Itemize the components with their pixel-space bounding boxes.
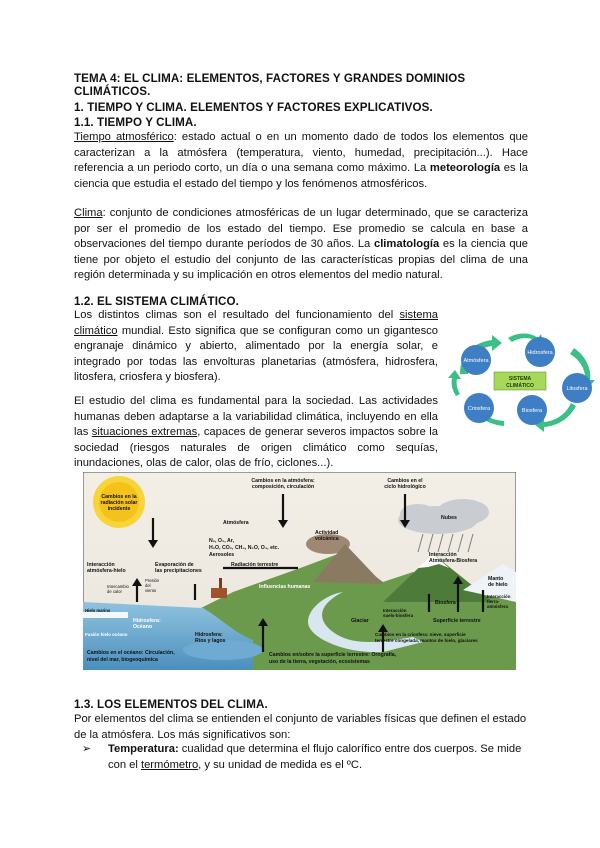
temperatura-def-b: , y su unidad de medida es el ºC. [198,758,363,771]
label-manto-2: de hielo [488,582,508,588]
label-int-calor-1: Intercambio [107,584,129,589]
tiempo-def-a: : estado actual o en un momento dado de todos los elementos que caracterizan a la atmósfera (temperatura, viento, humedad, precipitación...). Hace referencia a un periodo corto, un día o una semana como máximo. La [74,131,528,175]
label-nubes: Nubes [441,515,457,521]
label-int-suelo-1: Interacción [383,608,407,613]
estudio-paragraph [74,394,438,472]
tiempo-paragraph [74,130,528,192]
label-evap-2: las precipitaciones [155,568,202,574]
label-gases-1: N₂, O₂, Ar, [209,538,234,544]
section-1-2-heading: 1.2. EL SISTEMA CLIMÁTICO. [74,295,239,308]
label-oceano-2: nivel del mar, biogeoquímica [87,657,158,663]
label-int-tierra-1: Interacción [487,594,511,599]
temperatura-term: Temperatura: [108,743,179,755]
label-criosfera-1: Cambios en la criosfera: nieve, superficie [375,632,466,637]
label-fusion: Fusión hielo océano [85,632,128,637]
label-gases-3: Aerosoles [209,552,235,558]
label-int-tierra-2: tierra- [487,599,500,604]
sistema-climatico-link: sistema climático [74,309,438,337]
label-biosfera: Biosfera [435,600,456,606]
bullet-arrow: ➢ [82,743,92,755]
label-int-suelo-2: suelo-biosfera [383,613,414,618]
label-int-atm-hielo-2: atmósfera-hielo [87,568,126,574]
section-1-3-heading: 1.3. LOS ELEMENTOS DEL CLIMA. [74,698,268,711]
node-criosfera-label: Criosfera [467,406,491,412]
label-atmosfera: Atmósfera [223,520,249,526]
temperatura-item [108,742,532,773]
label-hydro-2: ciclo hidrológico [384,484,426,490]
label-superficie-1: Cambios en/sobre la superficie terrestre: Orografía, [269,652,397,658]
elementos-intro: Por elementos del clima se entienden el conjunto de variables físicas que definen el estado de la atmósfera. Los más significativos son: [74,713,527,741]
label-hidro-rios-2: Ríos y lagos [195,638,226,644]
temperatura-def-a: cualidad que determina el flujo calorífico entre dos cuerpos. Se mide con el [108,743,522,771]
tiempo-term: Tiempo atmosférico [74,131,174,143]
label-int-atm-hielo-1: Interacción [87,562,115,568]
node-atmosfera-label: Atmósfera [463,358,489,364]
label-superficie-2: uso de la tierra, vegetación, ecosistemas [269,659,370,665]
estudio-p2-a: El estudio del clima es fundamental para la sociedad. Las actividades humanas deben adaptarse a la variabilidad climática, incluyendo en ella las [74,395,438,439]
label-volcanic-1: Actividad [315,530,339,536]
center-label-line2: CLIMÁTICO [506,383,534,389]
factory-icon [211,588,227,598]
climate-system-illustration [83,472,516,670]
climate-system-cycle-diagram [446,330,598,432]
sistema-p1-b: mundial. Esto significa que se configuran como un gigantesco engranaje dinámico y abierto, alimentado por la energía solar, e integrado por todas las envolturas planetarias (atmósfera, hidrosfera, litosfera, criosfera y biosfera). [74,324,438,384]
label-viento-1: Presión [145,578,160,583]
label-int-tierra-3: atmósfera [487,604,508,609]
termometro-link: termómetro [140,758,199,771]
label-hydro-1: Cambios en el [387,478,423,484]
node-biosfera-label: Biosfera [521,408,543,414]
center-label-line1: SISTEMA [508,376,532,382]
label-atm-comp-2: composición, circulación [251,484,315,490]
label-hidro-rios-1: Hidrosfera: [195,632,223,638]
label-criosfera-2: terrestre congelada, mantos de hielo, glaciares [375,638,478,643]
sistema-paragraph [74,308,438,386]
node-hidrosfera-label: Hidrosfera [527,350,553,356]
label-int-atm-bio-2: Atmósfera-Biosfera [429,558,478,564]
label-viento-2: del [145,583,151,588]
label-hidro-oceano-1: Hidrosfera: [133,618,161,624]
label-solar-2: radiación solar [100,500,138,506]
sistema-p1-a: Los distintos climas son el resultado del funcionamiento del [74,309,400,321]
label-viento-3: viento [145,588,157,593]
label-hidro-oceano-2: Océano [133,624,153,630]
meteorologia-term: meteorología [429,162,501,175]
label-int-atm-bio-1: Interacción [429,552,457,558]
label-solar-3: incidente [107,506,131,512]
subsection-1-1-heading: 1.1. TIEMPO Y CLIMA. [74,116,197,129]
clima-paragraph [74,206,528,284]
factory-chimney [219,578,222,588]
label-int-calor-2: de calor [107,589,122,594]
clima-term: Clima [74,207,103,219]
label-evap-1: Evaporación de [155,562,194,568]
node-litosfera-label: Litosfera [566,386,588,392]
clima-def-b: es la ciencia que tiene por objeto el estudio del conjunto de las características propias del clima de una región determinada y su implicación en otros elementos del medio natural. [74,238,528,282]
label-glaciar: Glaciar [351,618,369,624]
label-sup-terr: Superficie terrestre [433,618,481,624]
label-manto-1: Manto [488,576,504,582]
label-gases-2: H₂O, CO₂, CH₄, N₂O, O₃, etc. [209,545,280,551]
clima-def-a: : conjunto de condiciones atmosféricas de un lugar determinado, que se caracteriza por ser el promedio de los estado del tiempo. Ese promedio se calcula en base a observaciones del tiempo durante períodos de 30 años. La [74,207,528,251]
section-1-heading: 1. TIEMPO Y CLIMA. ELEMENTOS Y FACTORES EXPLICATIVOS. [74,101,433,114]
tiempo-def-b: es la ciencia que estudia el estado del tiempo y los fenómenos atmosféricos. [74,162,528,190]
climatologia-term: climatología [373,238,440,251]
cycle-arrow [448,370,461,396]
document-title: TEMA 4: EL CLIMA: ELEMENTOS, FACTORES Y GRANDES DOMINIOS CLIMÁTICOS. [74,72,466,98]
label-hielo-marino: Hielo marino [85,608,111,613]
label-volcanic-2: volcánica [315,536,339,542]
label-rad-terr: Radiación terrestre [231,562,279,568]
label-influencias: Influencias humanas [259,584,311,590]
label-solar-1: Cambios en la [101,494,137,500]
label-atm-comp-1: Cambios en la atmósfera: [251,478,315,484]
situaciones-extremas-link: situaciones extremas [91,426,198,439]
estudio-p2-b: , capaces de generar severos impactos sobre la sociedad (riesgos naturales de origen climático como sequías, inundaciones, olas de calor, olas de frío, ciclones...). [74,426,438,470]
label-oceano-1: Cambios en el océano: Circulación, [87,650,175,656]
